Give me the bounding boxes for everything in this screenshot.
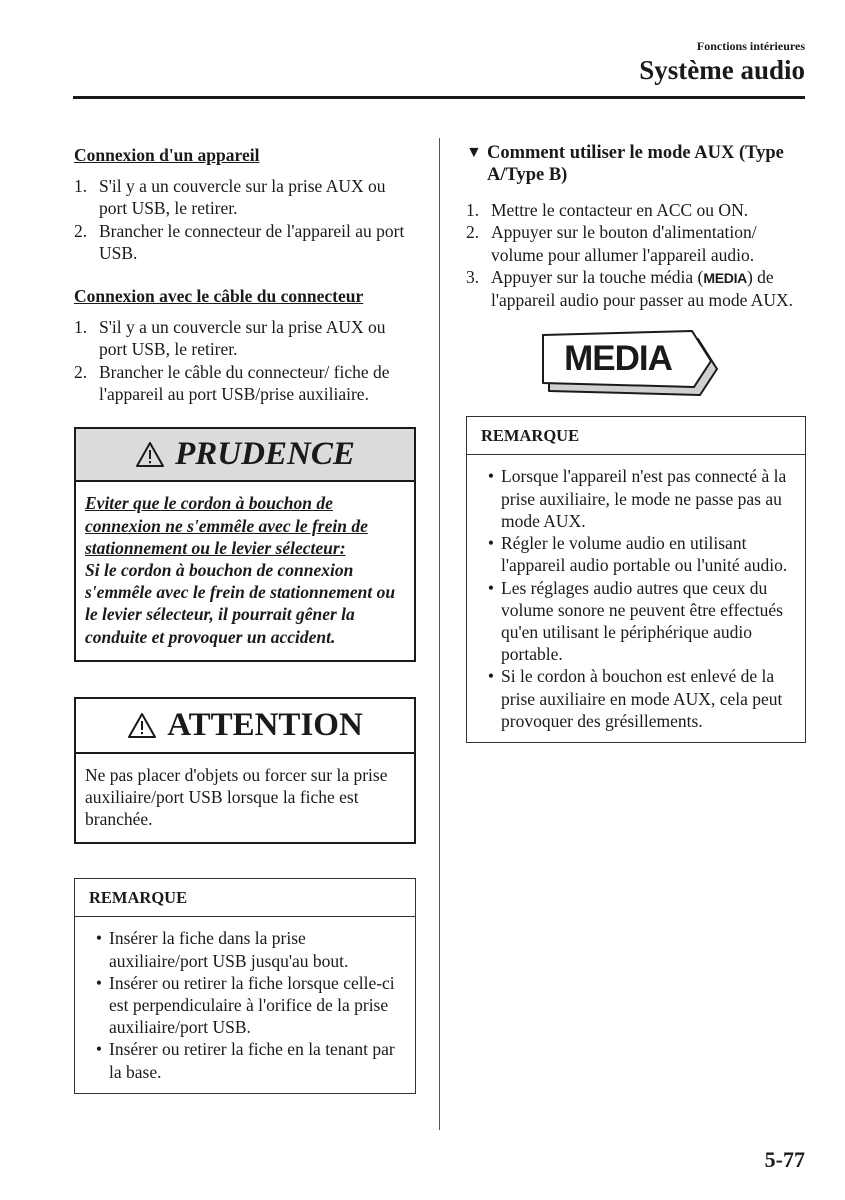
prudence-body [76,482,414,659]
step-text: Mettre le contacteur en ACC ou ON. [491,200,749,220]
list-item [89,972,405,1039]
note-text: Lorsque l'appareil n'est pas connecté à la prise auxiliaire, le mode ne passe pas au mode AUX. [501,466,787,531]
connexion-appareil-heading: Connexion d'un appareil [74,145,260,165]
page-title: Système audio [639,55,805,85]
page-number: 5-77 [764,1147,805,1172]
list-item [466,221,806,266]
list-item [481,532,795,576]
remarque-heading: REMARQUE [467,417,805,455]
aux-steps [466,199,806,311]
column-divider [439,138,440,1130]
list-item [74,220,416,265]
remarque-heading: REMARQUE [75,879,415,917]
step-text-part: ) de l'appareil audio pour passer au mode AUX. [491,266,794,311]
note-text: Les réglages audio autres que ceux du volume sonore ne peuvent être effectués qu'en utilisant le périphérique audio portable. [501,577,783,665]
list-item [89,1038,405,1082]
step-number: 1. [74,317,88,338]
step-text: Brancher le câble du connecteur/ fiche de l'appareil au port USB/prise auxiliaire. [99,361,390,405]
step-text: Brancher le connecteur de l'appareil au port USB. [99,220,405,263]
step-text [491,266,806,312]
triangle-down-icon: ▼ [466,144,482,161]
step-text: Appuyer sur le bouton d'alimentation/ volume pour allumer l'appareil audio. [491,222,757,265]
list-item [481,577,795,666]
connexion-cable-steps [74,316,416,405]
aux-mode-heading [466,142,806,186]
step-number: 3. [466,266,480,287]
right-column [466,142,806,743]
prudence-title: PRUDENCE [175,436,355,473]
list-item [481,665,795,732]
note-text: Insérer ou retirer la fiche lorsque celle-ci est perpendiculaire à l'orifice de la prise auxiliaire/port USB. [109,972,395,1038]
left-column [74,142,416,1094]
prudence-box [74,427,416,661]
header-rule [73,96,805,99]
bullet-icon: • [487,666,495,687]
attention-header [76,699,414,754]
step-number: 1. [466,200,480,220]
note-text: Si le cordon à bouchon est enlevé de la prise auxiliaire en mode AUX, cela peut provoquer des grésillements. [501,666,783,731]
note-text: Insérer la fiche dans la prise auxiliaire/port USB jusqu'au bout. [109,928,349,971]
prudence-header [76,429,414,482]
bullet-icon: • [95,972,103,993]
step-text-part: Appuyer sur la touche média ( [491,266,704,287]
list-item [466,199,806,221]
bullet-icon: • [95,1039,103,1060]
step-text: S'il y a un couvercle sur la prise AUX ou port USB, le retirer. [99,176,386,219]
list-item [466,266,806,312]
list-item [89,927,405,971]
warning-icon [135,441,165,468]
connexion-cable-heading: Connexion avec le câble du connecteur [74,286,364,307]
list-item [74,316,416,361]
attention-body: Ne pas placer d'objets ou forcer sur la prise auxiliaire/port USB lorsque la fiche est branchée. [85,764,388,830]
section-label: Fonctions intérieures [696,39,805,53]
step-number: 2. [466,222,480,243]
bullet-icon: • [487,577,495,598]
prudence-warning-text: Si le cordon à bouchon de connexion s'emmêle avec le frein de stationnement ou le levier sélecteur, il pourrait gêner la conduite et provoquer un accident. [85,559,396,647]
prudence-warning-underlined: Eviter que le cordon à bouchon de connexion ne s'emmêle avec le frein de stationnement ou le levier sélecteur: [85,493,368,558]
bullet-icon: • [95,928,103,949]
remarque-box-left [74,878,416,1093]
warning-icon [127,712,157,739]
list-item [74,175,416,220]
remarque-list [75,917,415,1092]
list-item [74,361,416,406]
note-text: Insérer ou retirer la fiche en la tenant par la base. [109,1039,395,1082]
media-button-label: MEDIA [564,339,672,379]
bullet-icon: • [487,533,495,554]
step-number: 1. [74,176,88,196]
aux-mode-title: Comment utiliser le mode AUX (Type A/Type B) [487,143,784,185]
media-button-illustration [540,329,722,399]
step-number: 2. [74,220,88,241]
attention-box [74,697,416,845]
step-number: 2. [74,361,88,382]
list-item [481,465,795,532]
media-key-label: MEDIA [703,269,747,286]
remarque-list [467,455,805,741]
connexion-appareil-steps [74,175,416,264]
remarque-box-right [466,416,806,742]
note-text: Régler le volume audio en utilisant l'appareil audio portable ou l'unité audio. [501,533,788,576]
bullet-icon: • [487,466,495,487]
step-text: S'il y a un couvercle sur la prise AUX ou port USB, le retirer. [99,317,386,360]
attention-title: ATTENTION [167,706,363,743]
